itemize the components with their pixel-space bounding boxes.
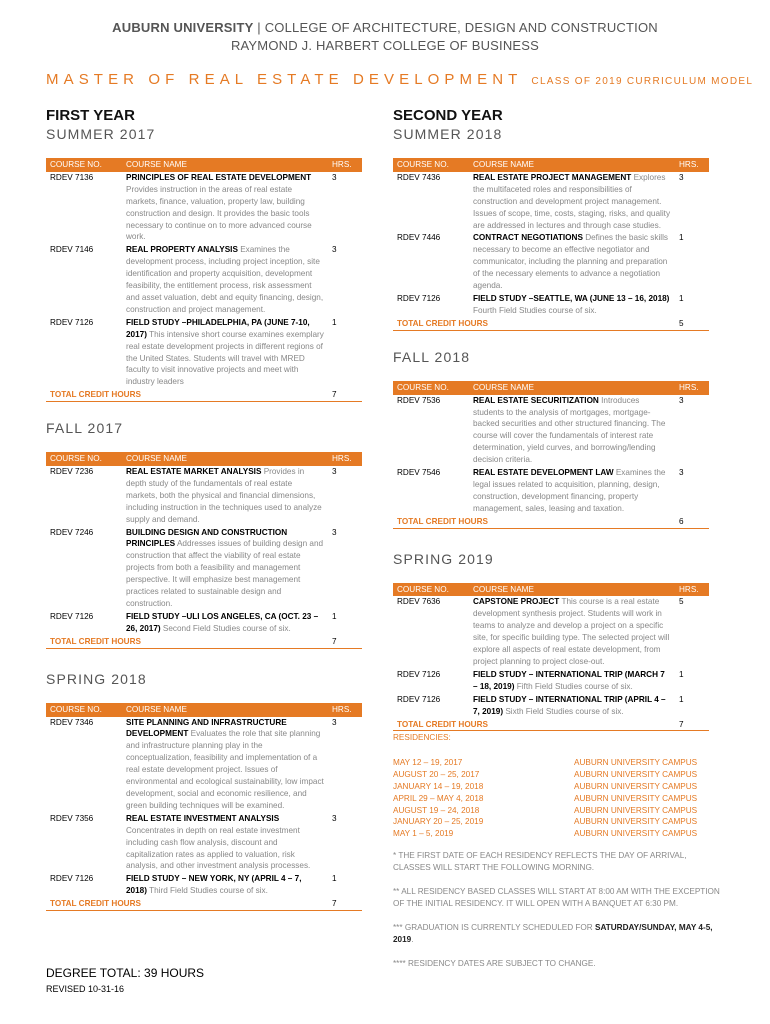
course-description: Introduces students to the analysis of mortgages, mortgage-backed securities and other structured financing. The course will cover the fundamentals of interest rate determination, yield curves, and borrowing/lending decision criteria. (473, 395, 666, 465)
residency-dates: AUGUST 19 – 24, 2018 (393, 805, 480, 815)
revised-date: REVISED 10-31-16 (46, 984, 125, 994)
course-hours: 1 (675, 292, 709, 317)
total-label: TOTAL CREDIT HOURS (46, 898, 328, 911)
course-number: RDEV 7126 (393, 292, 469, 317)
course-hours: 3 (328, 244, 362, 316)
residency-note-4: **** RESIDENCY DATES ARE SUBJECT TO CHANGE. (393, 958, 596, 968)
second-year-heading: SECOND YEAR (393, 107, 503, 124)
course-hours: 3 (328, 812, 362, 873)
course-description: Examines the legal issues related to acquisition, planning, design, construction, development financing, property management, sales, leasing and taxation. (473, 468, 666, 513)
course-name: REAL PROPERTY ANALYSIS (126, 245, 238, 255)
residency-row (393, 805, 723, 817)
table-header-row (393, 158, 709, 172)
course-row (393, 668, 709, 693)
course-info (469, 172, 675, 232)
semester-term: FALL 2018 (393, 348, 471, 365)
total-label: TOTAL CREDIT HOURS (393, 317, 675, 330)
course-row (393, 596, 709, 668)
course-number: RDEV 7146 (46, 244, 122, 316)
table-header-row (46, 703, 362, 717)
residency-list (393, 757, 723, 840)
total-label: TOTAL CREDIT HOURS (393, 515, 675, 528)
first-year-column (46, 107, 362, 911)
header-course-no: COURSE NO. (46, 452, 122, 466)
course-number: RDEV 7346 (46, 717, 122, 813)
header-hrs: HRS. (328, 158, 362, 172)
total-hours: 5 (675, 317, 709, 330)
header-separator: | (253, 20, 265, 35)
course-row (46, 244, 362, 316)
course-number: RDEV 7126 (46, 316, 122, 388)
course-number: RDEV 7536 (393, 395, 469, 467)
total-row (46, 389, 362, 402)
course-number: RDEV 7636 (393, 596, 469, 668)
program-title: MASTER OF REAL ESTATE DEVELOPMENT (46, 71, 523, 88)
course-info (469, 596, 675, 668)
course-info (122, 526, 328, 610)
course-name: FIELD STUDY –SEATTLE, WA (JUNE 13 – 16, 2018) (473, 293, 670, 303)
residency-row (393, 781, 723, 793)
header-course-name: COURSE NAME (122, 158, 328, 172)
course-hours: 3 (328, 172, 362, 244)
course-name: SITE PLANNING AND INFRASTRUCTURE DEVELOPMENT (126, 717, 287, 739)
semester-term: SPRING 2018 (46, 670, 147, 687)
total-hours: 7 (328, 389, 362, 402)
header-course-no: COURSE NO. (393, 381, 469, 395)
total-label: TOTAL CREDIT HOURS (393, 718, 675, 731)
second-year-semesters (393, 126, 709, 731)
residency-location: AUBURN UNIVERSITY CAMPUS (574, 781, 698, 791)
course-row (393, 292, 709, 317)
header-line-1 (0, 20, 770, 35)
course-description: This course is a real estate development synthesis project. Students will work in teams to analyze and develop a project on a specific site, for specific building type. The selected project will explore all aspects of real estate development, from project planning to project close-out. (473, 597, 670, 666)
course-number: RDEV 7126 (46, 610, 122, 635)
graduation-date: SATURDAY/SUNDAY, MAY 4-5, 2019 (393, 922, 713, 944)
course-hours: 1 (675, 693, 709, 718)
residency-location: AUBURN UNIVERSITY CAMPUS (574, 817, 698, 827)
course-number: RDEV 7546 (393, 467, 469, 516)
course-name: FIELD STUDY – INTERNATIONAL TRIP (MARCH 7 – 18, 2019) (473, 669, 665, 691)
semester-term: FALL 2017 (46, 420, 124, 437)
course-info (122, 172, 328, 244)
course-info (469, 292, 675, 317)
course-number: RDEV 7136 (46, 172, 122, 244)
course-number: RDEV 7356 (46, 812, 122, 873)
course-name: REAL ESTATE DEVELOPMENT LAW (473, 468, 614, 478)
course-table (393, 381, 709, 529)
course-row (46, 316, 362, 388)
course-row (46, 172, 362, 244)
residency-location: AUBURN UNIVERSITY CAMPUS (574, 769, 698, 779)
total-row (46, 898, 362, 911)
header-hrs: HRS. (675, 158, 709, 172)
course-description: Examines the development process, including project inception, site identification and property acquisition, development feasibility, the entitlement process, risk assessment and asset valuation, debt and equity financing, design, construction and project management. (126, 245, 324, 314)
residency-dates: MAY 12 – 19, 2017 (393, 757, 463, 767)
total-hours: 7 (328, 898, 362, 911)
total-row (393, 718, 709, 731)
course-info (469, 668, 675, 693)
course-description: Fifth Field Studies course of six. (516, 681, 633, 691)
header-course-no: COURSE NO. (393, 583, 469, 597)
course-number: RDEV 7126 (46, 873, 122, 898)
first-year-heading: FIRST YEAR (46, 107, 135, 124)
course-description: This intensive short course examines exemplary real estate development projects in different regions of the United States. Students will travel with MRED faculty to visit innovative projects and meet with industry leaders (126, 329, 324, 387)
semester-term: SPRING 2019 (393, 550, 494, 567)
course-hours: 1 (328, 873, 362, 898)
residency-dates: AUGUST 20 – 25, 2017 (393, 769, 480, 779)
header-course-name: COURSE NAME (469, 381, 675, 395)
semester-term: SUMMER 2017 (46, 126, 156, 142)
course-description: Provides in depth study of the fundamentals of real estate markets, both the physical and financial dimensions, including instruction in the techniques used to analyze supply and demand. (126, 467, 322, 524)
course-row (46, 717, 362, 813)
course-hours: 1 (675, 668, 709, 693)
course-row (46, 873, 362, 898)
course-hours: 3 (328, 466, 362, 526)
header-course-name: COURSE NAME (122, 703, 328, 717)
course-row (393, 172, 709, 232)
table-header-row (46, 158, 362, 172)
course-row (46, 466, 362, 526)
course-hours: 1 (675, 232, 709, 293)
program-subtitle: CLASS OF 2019 CURRICULUM MODEL (531, 76, 754, 87)
header-hrs: HRS. (328, 703, 362, 717)
header-line-2: RAYMOND J. HARBERT COLLEGE OF BUSINESS (230, 38, 540, 53)
page-title (46, 71, 754, 88)
residency-location: AUBURN UNIVERSITY CAMPUS (574, 829, 698, 839)
course-hours: 1 (328, 610, 362, 635)
residency-row (393, 816, 723, 828)
header-course-name: COURSE NAME (122, 452, 328, 466)
course-name: FIELD STUDY –PHILADELPHIA, PA (JUNE 7-10, 2017) (126, 317, 310, 339)
header-hrs: HRS. (675, 381, 709, 395)
course-hours: 3 (328, 717, 362, 813)
total-hours: 7 (328, 635, 362, 648)
course-description: Evaluates the role that site planning and infrastructure planning play in the conceptualization, feasibility and implementation of a real estate development project. Issues of environmental and ecological sustainability, low impact development, social and economic resilience, and green building techniques will be examined. (126, 729, 324, 810)
course-info (122, 316, 328, 388)
course-info (122, 873, 328, 898)
residency-dates: JANUARY 14 – 19, 2018 (393, 781, 484, 791)
table-header-row (393, 381, 709, 395)
header-course-no: COURSE NO. (46, 158, 122, 172)
header-course-name: COURSE NAME (469, 583, 675, 597)
residency-dates: JANUARY 20 – 25, 2019 (393, 817, 484, 827)
course-name: CONTRACT NEGOTIATIONS (473, 233, 583, 243)
total-hours: 7 (675, 718, 709, 731)
note-3-end: . (411, 934, 414, 944)
course-info (469, 232, 675, 293)
course-hours: 5 (675, 596, 709, 668)
degree-total: DEGREE TOTAL: 39 HOURS (46, 966, 205, 980)
course-hours: 1 (328, 316, 362, 388)
course-table (393, 158, 709, 331)
course-row (46, 526, 362, 610)
course-name: REAL ESTATE PROJECT MANAGEMENT (473, 172, 632, 182)
course-number: RDEV 7126 (393, 693, 469, 718)
first-year-semesters (46, 126, 362, 911)
semester-term: SUMMER 2018 (393, 126, 503, 142)
course-info (469, 395, 675, 467)
course-hours: 3 (328, 526, 362, 610)
course-description: Second Field Studies course of six. (162, 623, 291, 633)
course-table (393, 583, 709, 732)
course-info (122, 812, 328, 873)
total-label: TOTAL CREDIT HOURS (46, 635, 328, 648)
course-info (122, 717, 328, 813)
residency-dates: APRIL 29 – MAY 4, 2018 (393, 793, 484, 803)
header-hrs: HRS. (675, 583, 709, 597)
course-description: Explores the multifaceted roles and responsibilities of construction and development project management. Issues of scope, time, costs, staging, risks, and quality are addressed in lectures and through case studies. (473, 172, 671, 230)
course-description: Third Field Studies course of six. (149, 886, 268, 896)
course-name: CAPSTONE PROJECT (473, 597, 560, 607)
course-number: RDEV 7436 (393, 172, 469, 232)
course-table (46, 452, 362, 649)
header-course-name: COURSE NAME (469, 158, 675, 172)
residencies-section (393, 732, 723, 970)
residency-dates: MAY 1 – 5, 2019 (393, 829, 454, 839)
course-number: RDEV 7236 (46, 466, 122, 526)
college-name: COLLEGE OF ARCHITECTURE, DESIGN AND CONSTRUCTION (264, 20, 658, 35)
university-name: AUBURN UNIVERSITY (112, 20, 254, 35)
header-course-no: COURSE NO. (46, 703, 122, 717)
course-row (393, 693, 709, 718)
header-hrs: HRS. (328, 452, 362, 466)
course-info (469, 693, 675, 718)
course-name: PRINCIPLES OF REAL ESTATE DEVELOPMENT (126, 172, 312, 182)
course-row (393, 395, 709, 467)
residency-location: AUBURN UNIVERSITY CAMPUS (574, 757, 698, 767)
course-name: REAL ESTATE SECURITIZATION (473, 395, 599, 405)
residency-row (393, 828, 723, 840)
total-label: TOTAL CREDIT HOURS (46, 389, 328, 402)
course-name: FIELD STUDY –ULI LOS ANGELES, CA (OCT. 23 – 26, 2017) (126, 611, 319, 633)
residency-note-2: ** ALL RESIDENCY BASED CLASSES WILL START AT 8:00 AM WITH THE EXCEPTION OF THE INITIAL RESIDENCY. IT WILL OPEN WITH A BANQUET AT 6:30 PM. (393, 887, 720, 908)
residencies-heading: RESIDENCIES: (393, 733, 451, 742)
residency-row (393, 769, 723, 781)
course-name: REAL ESTATE MARKET ANALYSIS (126, 467, 262, 477)
course-description: Concentrates in depth on real estate investment including cash flow analysis, discount and capitalization rates as applied to valuation, risk analysis, and other investment analysis processes. (126, 825, 311, 871)
table-header-row (46, 452, 362, 466)
course-table (46, 703, 362, 911)
note-3-text: *** GRADUATION IS CURRENTLY SCHEDULED FOR (393, 922, 595, 932)
course-description: Provides instruction in the areas of real estate markets, finance, valuation, property law, building construction and design. It provides the basic tools necessary to continue on to more advanced course work. (126, 184, 312, 242)
course-description: Sixth Field Studies course of six. (505, 706, 624, 716)
residency-note-1: * THE FIRST DATE OF EACH RESIDENCY REFLECTS THE DAY OF ARRIVAL, CLASSES WILL START THE FOLLOWING MORNING. (393, 851, 687, 873)
total-hours: 6 (675, 515, 709, 528)
course-row (393, 232, 709, 293)
total-row (46, 635, 362, 648)
residency-note-3 (393, 922, 723, 946)
course-table (46, 158, 362, 402)
course-hours: 3 (675, 172, 709, 232)
total-row (393, 317, 709, 330)
course-number: RDEV 7126 (393, 668, 469, 693)
course-description: Fourth Field Studies course of six. (473, 305, 597, 315)
course-row (46, 610, 362, 635)
residency-location: AUBURN UNIVERSITY CAMPUS (574, 805, 698, 815)
course-name: REAL ESTATE INVESTMENT ANALYSIS (126, 813, 280, 823)
course-name: BUILDING DESIGN AND CONSTRUCTION PRINCIPLES (126, 527, 288, 549)
residency-location: AUBURN UNIVERSITY CAMPUS (574, 793, 698, 803)
course-hours: 3 (675, 467, 709, 516)
header-course-no: COURSE NO. (393, 158, 469, 172)
course-number: RDEV 7446 (393, 232, 469, 293)
course-row (46, 812, 362, 873)
second-year-column (393, 107, 709, 731)
course-info (122, 610, 328, 635)
course-hours: 3 (675, 395, 709, 467)
course-name: FIELD STUDY – INTERNATIONAL TRIP (APRIL 4 – 7, 2019) (473, 694, 666, 716)
table-header-row (393, 583, 709, 597)
course-number: RDEV 7246 (46, 526, 122, 610)
residency-row (393, 757, 723, 769)
course-info (469, 467, 675, 516)
residency-row (393, 793, 723, 805)
course-name: FIELD STUDY – NEW YORK, NY (APRIL 4 – 7, 2018) (126, 874, 302, 896)
course-description: Defines the basic skills necessary to become an effective negotiator and communicator, including the planning and preparation of the necessary elements to advance a negotiation agenda. (473, 233, 669, 291)
course-description: Addresses issues of building design and construction that affect the viability of real estate projects from both a feasibility and management perspective. It will emphasize best management practices related to sustainable design and construction. (126, 539, 324, 608)
total-row (393, 515, 709, 528)
course-info (122, 244, 328, 316)
course-row (393, 467, 709, 516)
course-info (122, 466, 328, 526)
